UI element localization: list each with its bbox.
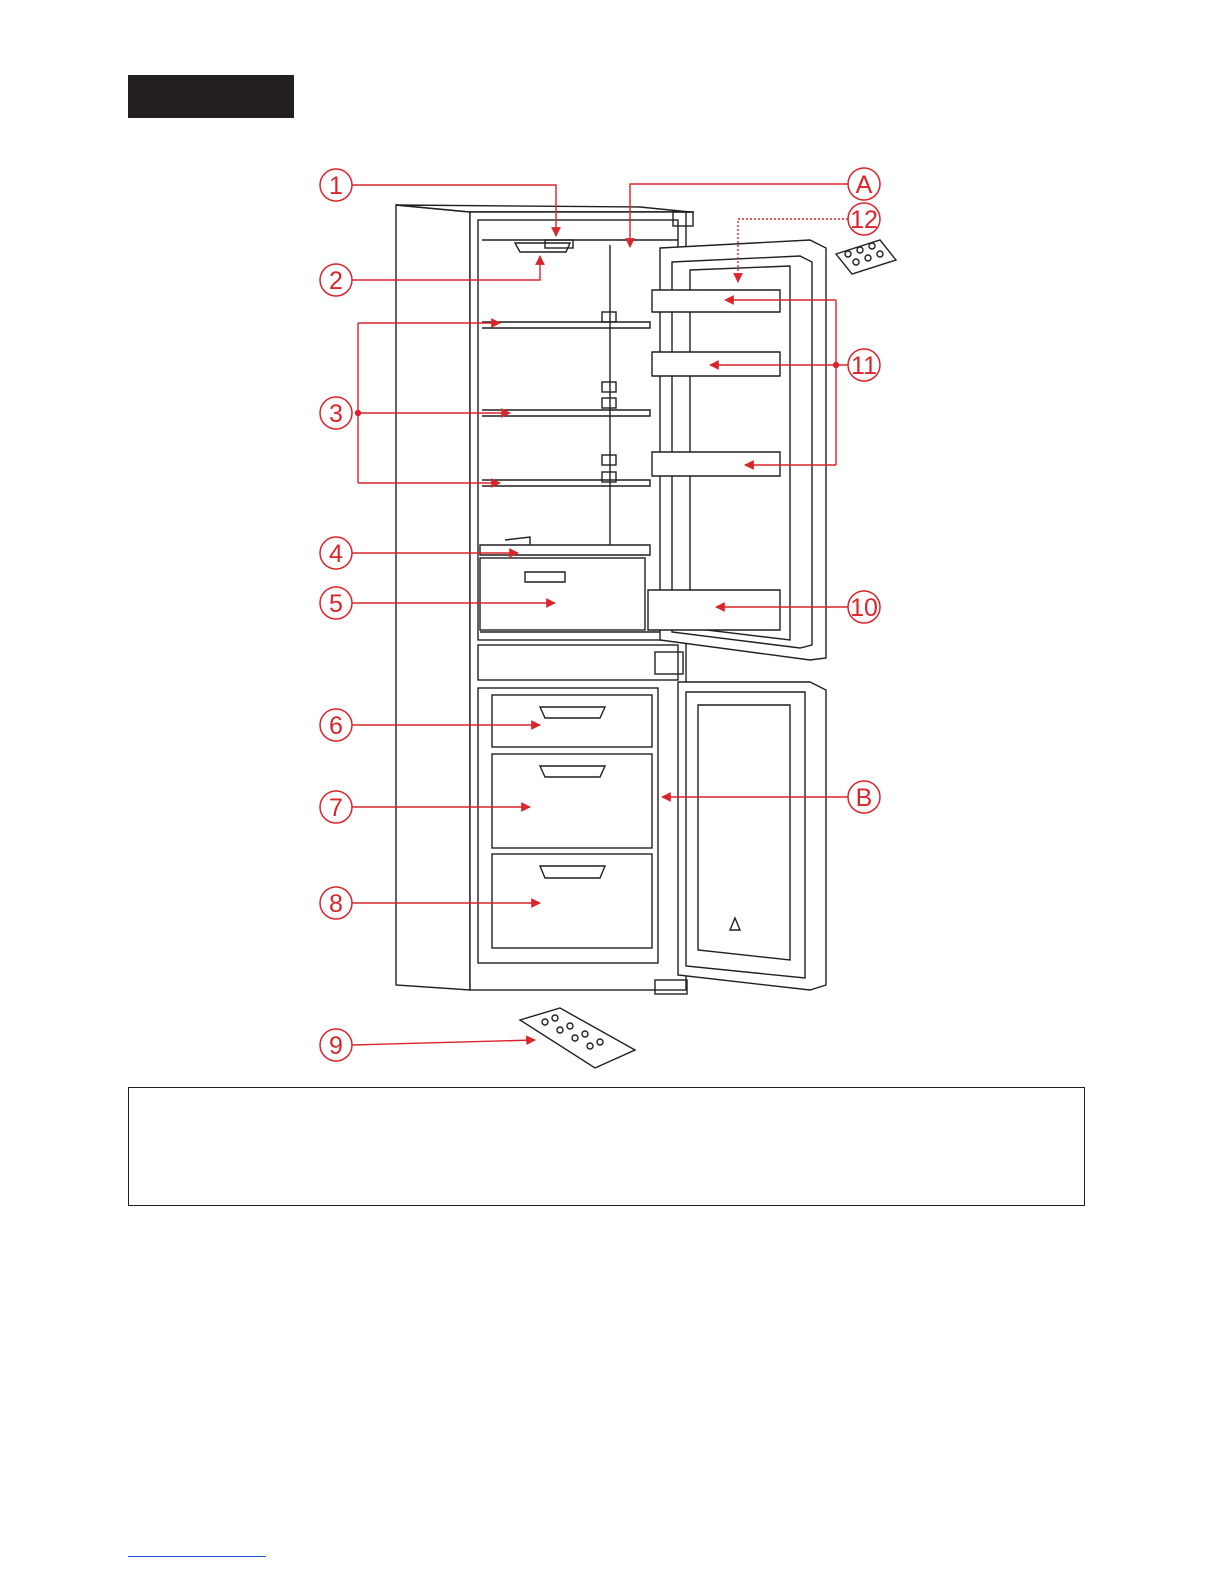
callout-4: 4	[329, 540, 343, 568]
callout-9: 9	[329, 1032, 343, 1060]
callout-a: A	[855, 171, 873, 199]
callout-b: B	[855, 784, 873, 812]
callout-8: 8	[329, 890, 343, 918]
callout-12: 12	[850, 206, 878, 234]
note-box	[128, 1087, 1085, 1206]
fridge-drawing	[396, 205, 896, 1068]
callout-6: 6	[329, 712, 343, 740]
callout-10: 10	[850, 594, 878, 622]
callout-11: 11	[851, 352, 877, 380]
callout-5: 5	[329, 590, 343, 618]
callout-7: 7	[329, 794, 343, 822]
callout-1: 1	[329, 172, 343, 200]
callout-2: 2	[329, 267, 343, 295]
callout-3: 3	[329, 400, 343, 428]
footer-link-underline	[128, 1556, 266, 1557]
